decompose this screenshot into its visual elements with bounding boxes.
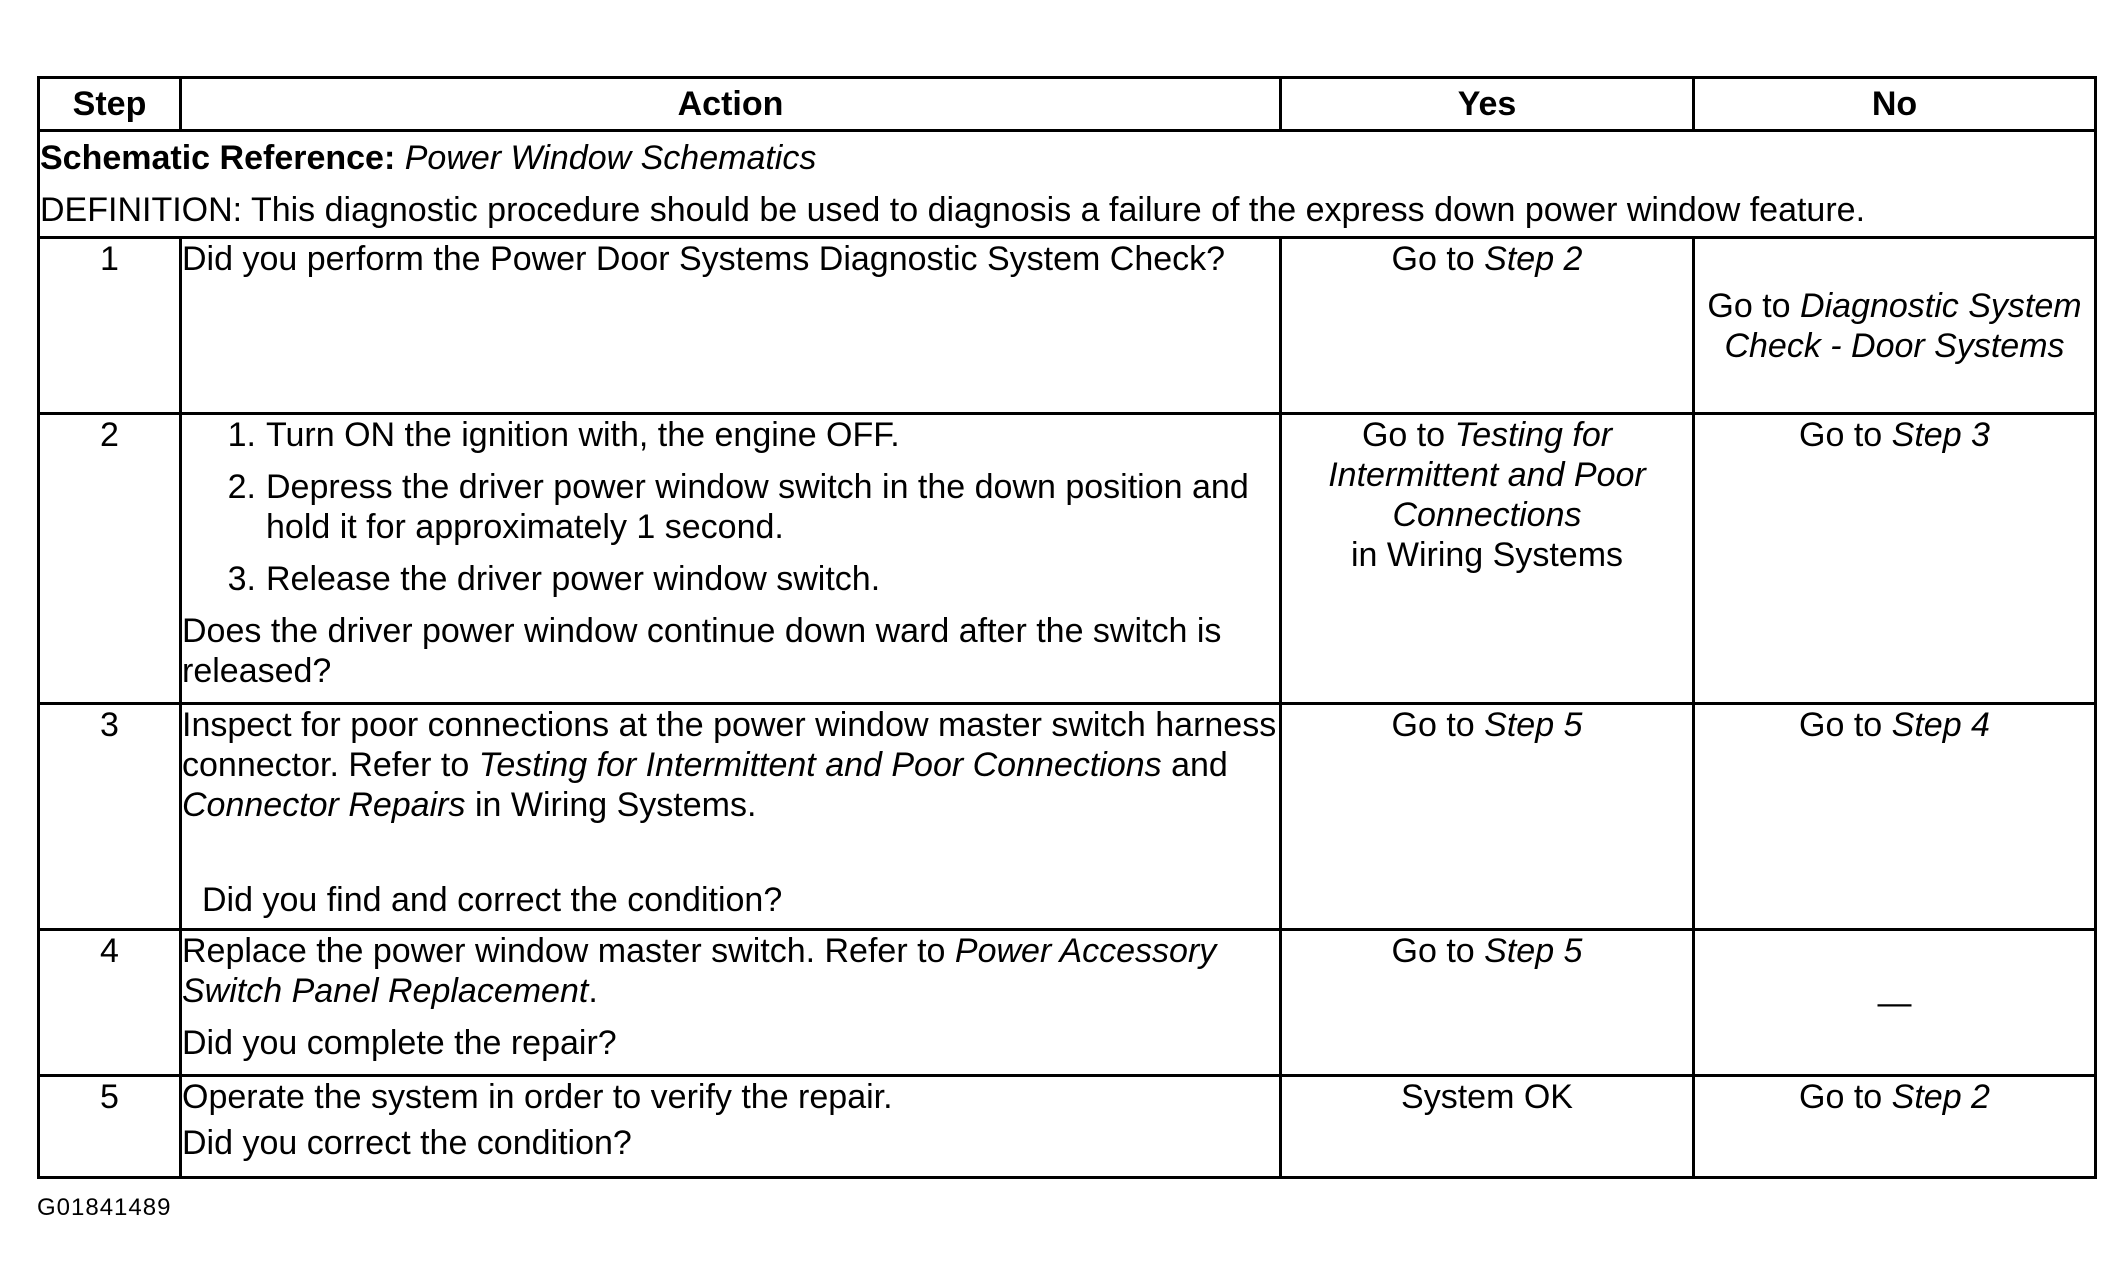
- action-instruction: [182, 931, 1279, 1011]
- instruction-link[interactable]: Power Accessory Switch Panel Replacement: [182, 932, 1217, 1010]
- action-cell: [181, 704, 1281, 930]
- action-question: Did you perform the Power Door Systems Diagnostic System Check?: [182, 240, 1226, 278]
- instruction-link[interactable]: Connector Repairs: [182, 786, 466, 824]
- table-row: [39, 238, 2096, 414]
- no-cell: [1694, 704, 2096, 930]
- yes-cell: [1281, 238, 1694, 414]
- list-item-number: 1.: [227, 416, 256, 454]
- action-instruction: [182, 705, 1279, 825]
- table-row: [39, 1076, 2096, 1178]
- table-row: [39, 414, 2096, 704]
- step-number: 5: [39, 1076, 181, 1178]
- no-link[interactable]: Diagnostic System Check - Door Systems: [1724, 286, 2082, 365]
- instruction-text: Inspect for poor connections at the power window master switch harness connector. Refer to: [182, 706, 1277, 784]
- instruction-text: and: [1171, 746, 1228, 784]
- action-cell: [181, 930, 1281, 1076]
- instruction-link[interactable]: Testing for Intermittent and Poor Connections: [478, 746, 1162, 784]
- action-question: Did you complete the repair?: [182, 1024, 617, 1062]
- table-header-row: [39, 78, 2096, 131]
- action-steps-list: [182, 415, 1279, 599]
- instruction-text: in Wiring Systems.: [474, 786, 757, 824]
- no-cell: [1694, 238, 2096, 414]
- no-prefix: Go to: [1707, 286, 1791, 325]
- list-item: [182, 467, 1279, 547]
- yes-result: System OK: [1401, 1078, 1573, 1116]
- list-item-text: Turn ON the ignition with, the engine OFF.: [266, 416, 900, 454]
- step-number: 1: [39, 238, 181, 414]
- definition-text: DEFINITION: This diagnostic procedure should be used to diagnosis a failure of the express down power window feature.: [40, 191, 1866, 229]
- step-number: 3: [39, 704, 181, 930]
- table-row: [39, 704, 2096, 930]
- yes-suffix: in Wiring Systems: [1350, 536, 1624, 574]
- no-link[interactable]: Step 3: [1891, 416, 1990, 454]
- action-instruction: Operate the system in order to verify the repair.: [182, 1078, 893, 1116]
- list-item-text: Depress the driver power window switch in the down position and hold it for approximately 1 second.: [266, 468, 1249, 546]
- yes-prefix: Go to: [1391, 240, 1475, 278]
- yes-cell: [1281, 704, 1694, 930]
- header-step: Step: [39, 78, 181, 131]
- yes-link[interactable]: Testing for Intermittent and Poor Connections: [1328, 416, 1646, 534]
- no-prefix: Go to: [1799, 706, 1883, 744]
- schematic-reference-link[interactable]: Power Window Schematics: [404, 139, 817, 177]
- action-question: Did you find and correct the condition?: [202, 881, 783, 919]
- no-prefix: Go to: [1799, 1078, 1883, 1116]
- schematic-reference-label: Schematic Reference:: [40, 139, 396, 177]
- list-item: [182, 559, 1279, 599]
- action-question: Does the driver power window continue down ward after the switch is released?: [182, 612, 1222, 690]
- no-prefix: Go to: [1799, 416, 1883, 454]
- no-dash: —: [1877, 983, 1912, 1022]
- list-item-number: 3.: [227, 560, 256, 598]
- action-cell: [181, 414, 1281, 704]
- diagnostic-table: [37, 76, 2097, 1179]
- no-cell: [1694, 1076, 2096, 1178]
- action-cell: [181, 1076, 1281, 1178]
- table-row: [39, 930, 2096, 1076]
- schematic-reference: [40, 132, 2094, 184]
- yes-cell: [1281, 930, 1694, 1076]
- yes-cell: [1281, 1076, 1694, 1178]
- header-no: No: [1694, 78, 2096, 131]
- no-cell: [1694, 414, 2096, 704]
- yes-link[interactable]: Step 2: [1484, 240, 1583, 278]
- action-cell: [181, 238, 1281, 414]
- reference-cell: [39, 131, 2096, 238]
- instruction-text: Replace the power window master switch. Refer to: [182, 932, 946, 970]
- instruction-text: .: [588, 972, 598, 1010]
- list-item-text: Release the driver power window switch.: [266, 560, 881, 598]
- yes-link[interactable]: Step 5: [1484, 932, 1583, 970]
- yes-link[interactable]: Step 5: [1484, 706, 1583, 744]
- reference-row: [39, 131, 2096, 238]
- yes-prefix: Go to: [1361, 416, 1446, 454]
- no-cell: [1694, 930, 2096, 1076]
- list-item-number: 2.: [227, 468, 256, 506]
- yes-prefix: Go to: [1391, 932, 1475, 970]
- no-link[interactable]: Step 2: [1891, 1078, 1990, 1116]
- yes-cell: [1281, 414, 1694, 704]
- list-item: [182, 415, 1279, 455]
- header-yes: Yes: [1281, 78, 1694, 131]
- figure-id: G01841489: [37, 1194, 172, 1221]
- action-question: Did you correct the condition?: [182, 1124, 632, 1162]
- header-action: Action: [181, 78, 1281, 131]
- no-link[interactable]: Step 4: [1891, 706, 1990, 744]
- step-number: 2: [39, 414, 181, 704]
- step-number: 4: [39, 930, 181, 1076]
- yes-prefix: Go to: [1391, 706, 1475, 744]
